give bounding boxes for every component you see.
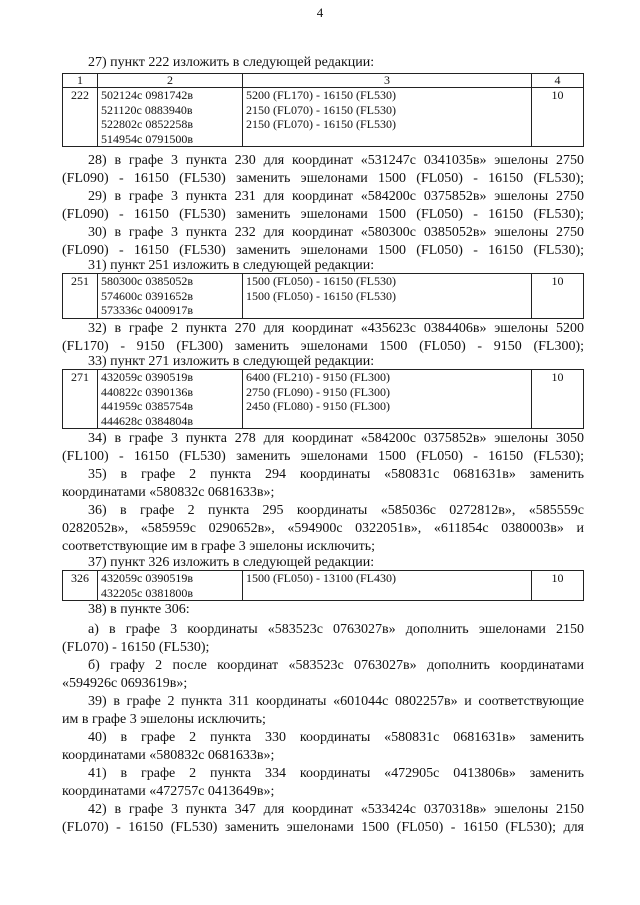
- table-row: [63, 571, 584, 601]
- item-34-line-1: 34) в графе 3 пункта 278 для координат «584200с 0375852в» эшелоны 3050: [88, 431, 584, 446]
- table-item-222: [62, 73, 584, 147]
- coordinate: 432205с 0381800в: [101, 585, 193, 600]
- coordinates-cell: [98, 274, 243, 319]
- coordinate: 441959с 0385754в: [101, 399, 193, 413]
- item-39-line-1: 39) в графе 2 пункта 311 координаты «601044с 0802257в» и соответствующие: [88, 694, 584, 709]
- coordinate: 521120с 0883940в: [101, 102, 193, 117]
- item-38-a-line-2: (FL070) - 16150 (FL530);: [62, 640, 210, 655]
- item-38-a-line-1: а) в графе 3 координаты «583523с 0763027в» дополнить эшелонами 2150: [88, 622, 584, 637]
- item-42-line-2: (FL070) - 16150 (FL530) заменить эшелонами 1500 (FL050) - 16150 (FL530); для: [62, 820, 584, 835]
- flight-level: 1500 (FL050) - 13100 (FL430): [246, 571, 396, 585]
- table-item-251: [62, 273, 584, 319]
- coordinate: 574600с 0391652в: [101, 288, 193, 303]
- levels-cell: [243, 88, 532, 147]
- item-32-line-1: 32) в графе 2 пункта 270 для координат «435623с 0384406в» эшелоны 5200: [88, 321, 584, 336]
- table-row: [63, 88, 584, 147]
- levels-cell: [243, 571, 532, 601]
- coordinates-cell: [98, 370, 243, 429]
- table-row: [63, 370, 584, 429]
- item-38-b-line-1: б) графу 2 после координат «583523с 0763027в» дополнить координатами: [88, 658, 584, 673]
- coordinate: 573336с 0400917в: [101, 303, 193, 317]
- levels-cell: [243, 274, 532, 319]
- point-number: 326: [63, 571, 98, 601]
- item-35-line-1: 35) в графе 2 пункта 294 координаты «580831с 0681631в» заменить: [88, 467, 584, 482]
- table-header-row: [63, 74, 584, 88]
- flight-level: 1500 (FL050) - 16150 (FL530): [246, 274, 396, 288]
- flight-level: 6400 (FL210) - 9150 (FL300): [246, 370, 390, 384]
- item-28-line-2: (FL090) - 16150 (FL530) заменить эшелонами 1500 (FL050) - 16150 (FL530);: [62, 171, 584, 186]
- item-34-line-2: (FL100) - 16150 (FL530) заменить эшелонами 1500 (FL050) - 16150 (FL530);: [62, 449, 584, 464]
- item-41-line-1: 41) в графе 2 пункта 334 координаты «472905с 0413806в» заменить: [88, 766, 584, 781]
- coordinate: 580300с 0385052в: [101, 274, 193, 288]
- coordinates-cell: [98, 88, 243, 147]
- value-cell: 10: [532, 88, 584, 147]
- item-38-b-line-2: «594926с 0693619в»;: [62, 676, 188, 691]
- flight-level: 1500 (FL050) - 16150 (FL530): [246, 288, 396, 303]
- item-37-intro: 37) пункт 326 изложить в следующей редакции:: [88, 555, 375, 570]
- item-40-line-1: 40) в графе 2 пункта 330 координаты «580831с 0681631в» заменить: [88, 730, 584, 745]
- flight-level: 2150 (FL070) - 16150 (FL530): [246, 117, 396, 131]
- flight-level: 2150 (FL070) - 16150 (FL530): [246, 102, 396, 117]
- item-28-line-1: 28) в графе 3 пункта 230 для координат «531247с 0341035в» эшелоны 2750: [88, 153, 584, 168]
- table-item-271: [62, 369, 584, 429]
- value-cell: 10: [532, 370, 584, 429]
- point-number: 251: [63, 274, 98, 319]
- item-27-intro: 27) пункт 222 изложить в следующей редакции:: [88, 55, 375, 70]
- coordinates-cell: [98, 571, 243, 601]
- value-cell: 10: [532, 274, 584, 319]
- coordinate: 502124с 0981742в: [101, 88, 193, 102]
- coordinate: 444628с 0384804в: [101, 413, 193, 428]
- coordinate: 514954с 0791500в: [101, 131, 193, 146]
- item-29-line-2: (FL090) - 16150 (FL530) заменить эшелонами 1500 (FL050) - 16150 (FL530);: [62, 207, 584, 222]
- item-39-line-2: им в графе 3 эшелоны исключить;: [62, 712, 266, 727]
- item-32-line-2: (FL170) - 9150 (FL300) заменить эшелонами 1500 (FL050) - 9150 (FL300);: [62, 339, 584, 354]
- coordinate: 522802с 0852258в: [101, 117, 193, 131]
- item-36-line-2: 0282052в», «585959с 0290652в», «594900с 0322051в», «611854с 0380003в» и: [62, 521, 584, 536]
- point-number: 222: [63, 88, 98, 147]
- header-col-1: 1: [63, 74, 98, 88]
- table-item-326: [62, 570, 584, 601]
- page-number: 4: [316, 5, 324, 20]
- flight-level: 2750 (FL090) - 9150 (FL300): [246, 384, 390, 399]
- item-31-intro: 31) пункт 251 изложить в следующей редакции:: [88, 258, 375, 273]
- coordinate: 432059с 0390519в: [101, 571, 193, 585]
- item-35-line-2: координатами «580832с 0681633в»;: [62, 485, 275, 500]
- value-cell: 10: [532, 571, 584, 601]
- item-36-line-1: 36) в графе 2 пункта 295 координаты «585036с 0272812в», «585559с: [88, 503, 584, 518]
- header-col-4: 4: [532, 74, 584, 88]
- item-38-heading: 38) в пункте 306:: [88, 602, 190, 617]
- point-number: 271: [63, 370, 98, 429]
- item-40-line-2: координатами «580832с 0681633в»;: [62, 748, 275, 763]
- item-30-line-2: (FL090) - 16150 (FL530) заменить эшелонами 1500 (FL050) - 16150 (FL530);: [62, 243, 584, 258]
- item-42-line-1: 42) в графе 3 пункта 347 для координат «533424с 0370318в» эшелоны 2150: [88, 802, 584, 817]
- item-36-line-3: соответствующие им в графе 3 эшелоны исключить;: [62, 539, 376, 554]
- coordinate: 432059с 0390519в: [101, 370, 193, 384]
- table-row: [63, 274, 584, 319]
- item-30-line-1: 30) в графе 3 пункта 232 для координат «580300с 0385052в» эшелоны 2750: [88, 225, 584, 240]
- flight-level: 5200 (FL170) - 16150 (FL530): [246, 88, 396, 102]
- header-col-2: 2: [98, 74, 243, 88]
- item-41-line-2: координатами «472757с 0413649в»;: [62, 784, 275, 799]
- levels-cell: [243, 370, 532, 429]
- item-29-line-1: 29) в графе 3 пункта 231 для координат «584200с 0375852в» эшелоны 2750: [88, 189, 584, 204]
- coordinate: 440822с 0390136в: [101, 384, 193, 399]
- flight-level: 2450 (FL080) - 9150 (FL300): [246, 399, 390, 413]
- item-33-intro: 33) пункт 271 изложить в следующей редакции:: [88, 354, 375, 369]
- header-col-3: 3: [243, 74, 532, 88]
